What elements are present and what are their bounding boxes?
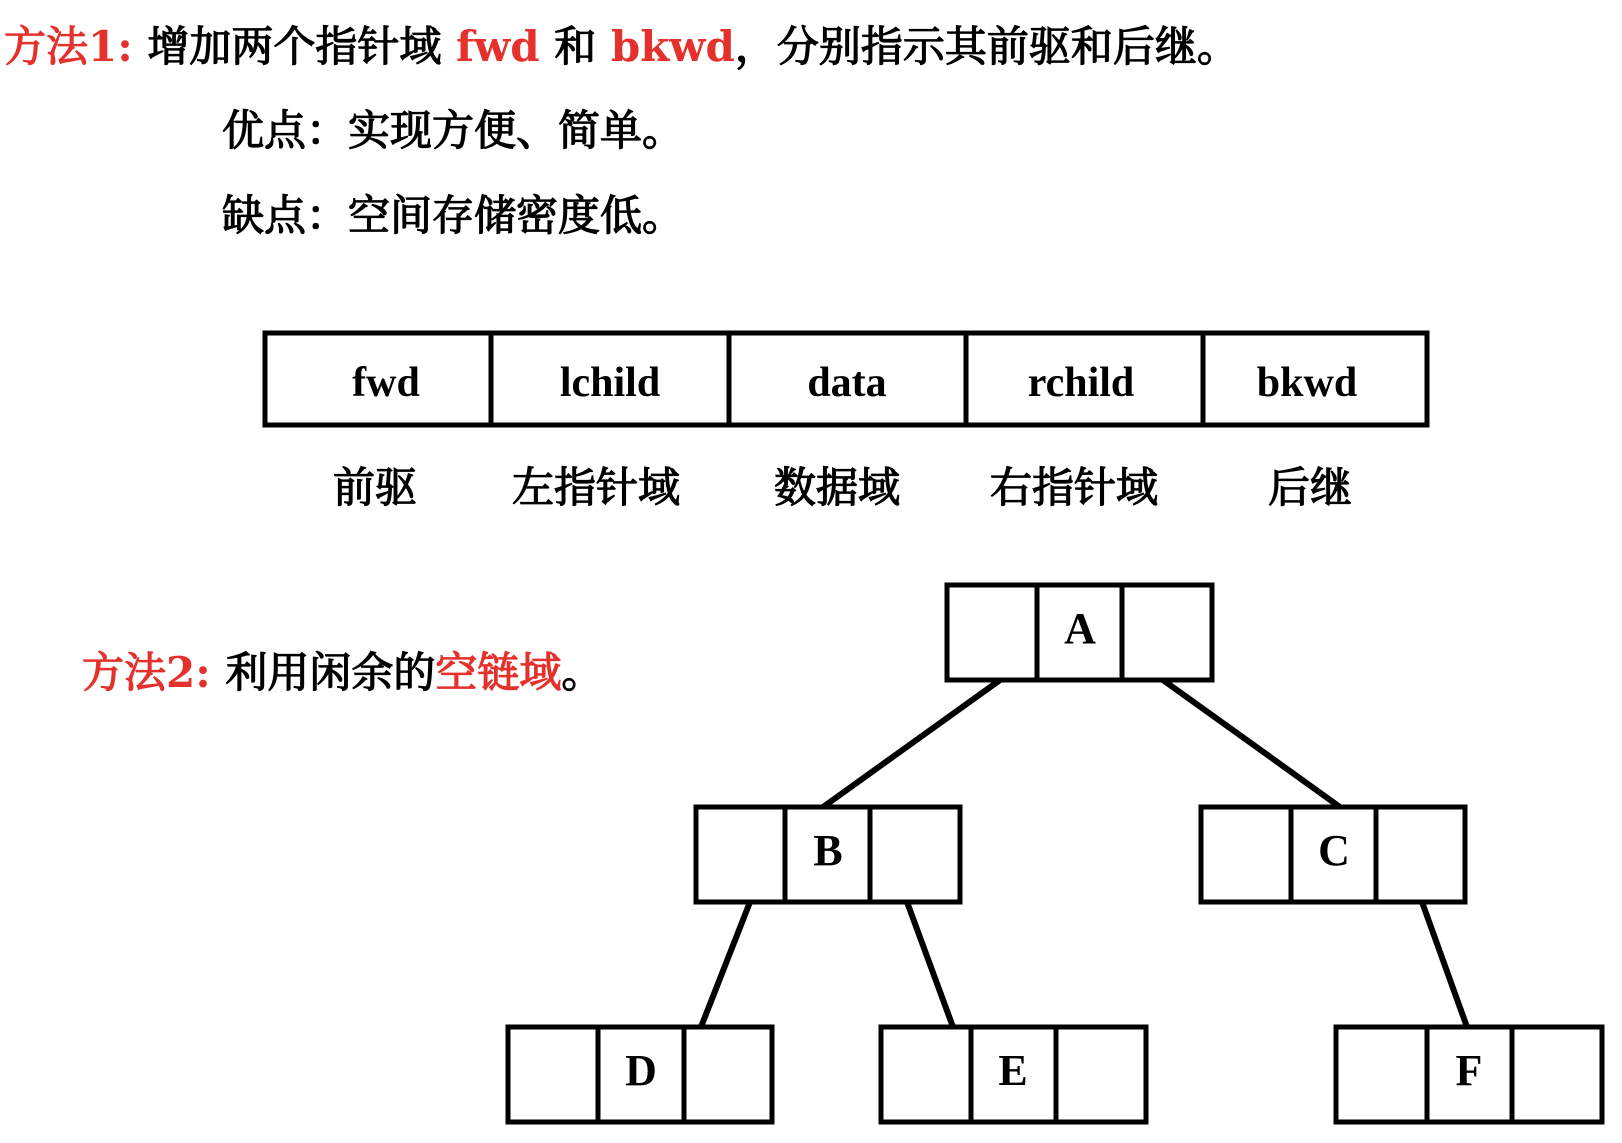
- node-label: A: [1064, 604, 1096, 653]
- desc-data-field: 数据域: [773, 463, 901, 512]
- tree-node-A: [947, 585, 1212, 680]
- node-label: D: [625, 1046, 657, 1095]
- edge-A-B: [823, 680, 1000, 807]
- method1-label: 方法1:: [4, 22, 133, 71]
- desc-successor: 后继: [1267, 463, 1353, 512]
- edge-B-E: [907, 902, 953, 1027]
- method1-text-mid: 和: [539, 22, 611, 71]
- pros-line: 优点：实现方便、简单。: [222, 106, 685, 155]
- node-label: F: [1455, 1046, 1483, 1095]
- tree-node-F: [1336, 1027, 1602, 1122]
- method2-text-after: 。: [561, 648, 604, 697]
- field-lchild: lchild: [559, 360, 661, 406]
- cons-line: 缺点：空间存储密度低。: [222, 191, 685, 240]
- desc-predecessor: 前驱: [332, 463, 418, 512]
- edge-B-D: [701, 902, 750, 1027]
- node-label: E: [998, 1046, 1028, 1095]
- edge-C-F: [1422, 902, 1467, 1027]
- bkwd-term: bkwd: [610, 22, 735, 71]
- method1-text-after: ，分别指示其前驱和后继。: [734, 22, 1239, 71]
- desc-left-pointer-field: 左指针域: [511, 463, 681, 512]
- empty-link-field-term: 空链域: [435, 648, 562, 697]
- node-structure-record: [265, 333, 1427, 512]
- field-bkwd: bkwd: [1256, 360, 1358, 406]
- node-label: B: [813, 826, 843, 875]
- method2-label: 方法2:: [82, 648, 211, 697]
- tree-node-D: [508, 1027, 772, 1122]
- edge-A-C: [1163, 680, 1340, 807]
- tree-node-C: [1201, 807, 1465, 902]
- field-rchild: rchild: [1027, 360, 1135, 406]
- fwd-term: fwd: [455, 22, 540, 71]
- field-data: data: [807, 360, 887, 406]
- method1-text-before: 增加两个指针域: [132, 22, 456, 71]
- field-fwd: fwd: [352, 360, 420, 406]
- method2-text-before: 利用闲余的: [210, 648, 436, 697]
- tree-node-B: [696, 807, 960, 902]
- node-label: C: [1318, 826, 1350, 875]
- tree-node-E: [881, 1027, 1146, 1122]
- desc-right-pointer-field: 右指针域: [989, 463, 1159, 512]
